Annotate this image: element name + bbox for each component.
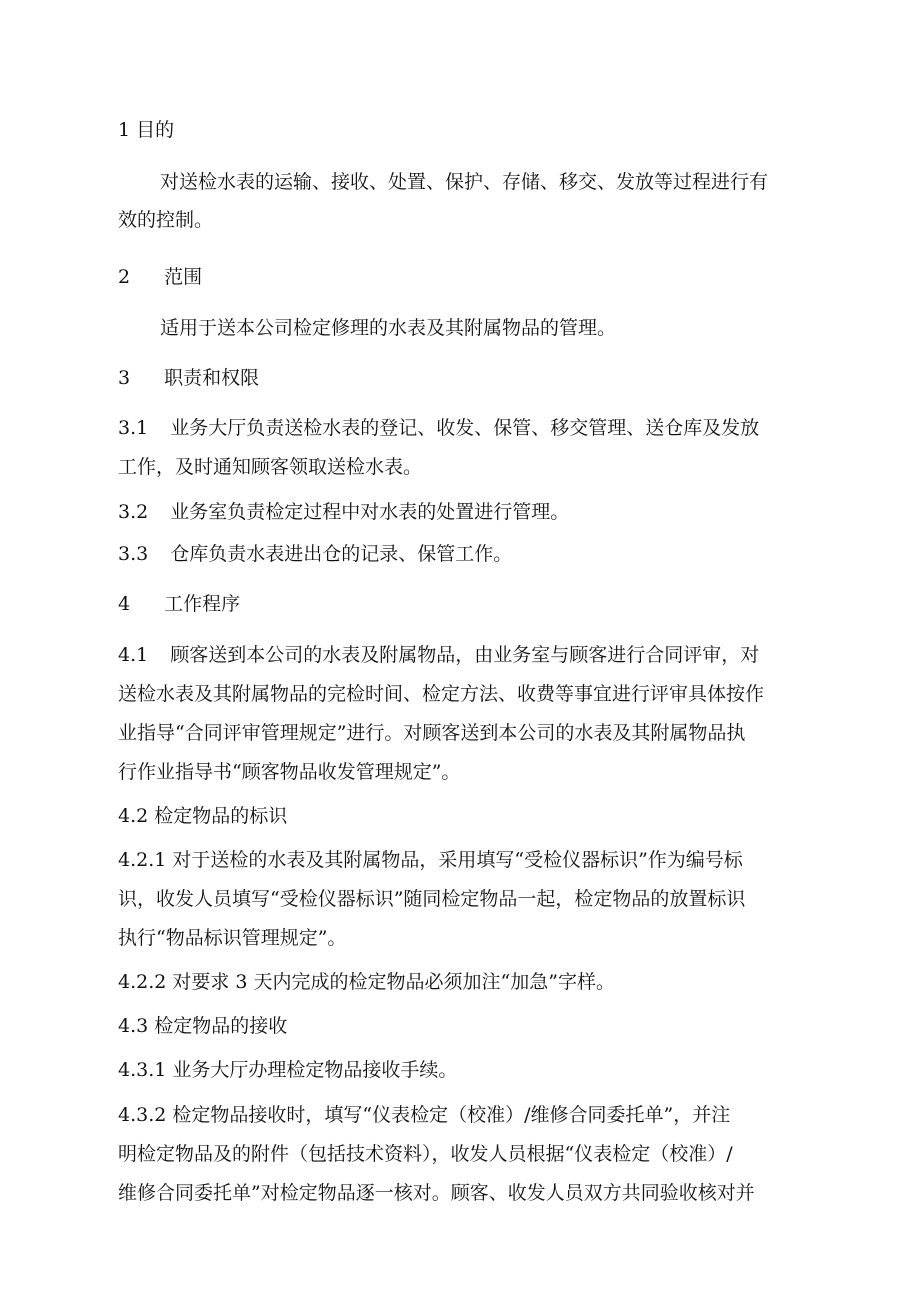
section-3-heading: [118, 366, 259, 390]
item-3-2-line: [118, 500, 569, 524]
item-4-2-1-line: 4.2.1 对于送检的水表及其附属物品，采用填写“受检仪器标识”作为编号标: [118, 849, 743, 871]
item-text: 顾客送到本公司的水表及附属物品，由业务室与顾客进行合同评审，对: [170, 644, 760, 666]
item-4-1-line: 行作业指导书“顾客物品收发管理规定”。: [118, 761, 461, 783]
item-3-3-line: [118, 542, 512, 566]
item-3-1-line: [118, 416, 759, 440]
section-2-heading: [118, 265, 202, 289]
item-text: 业务室负责检定过程中对水表的处置进行管理。: [170, 501, 570, 523]
item-number: 3.1: [118, 417, 149, 439]
item-text: 业务大厅负责送检水表的登记、收发、保管、移交管理、送仓库及发放: [170, 417, 760, 439]
section-title: 工作程序: [164, 593, 241, 615]
item-number: 3.3: [118, 543, 149, 565]
item-4-2-1-line: 执行“物品标识管理规定”。: [118, 927, 347, 949]
item-text: 仓库负责水表进出仓的记录、保管工作。: [170, 543, 513, 565]
subsection-4-3-heading: 4.3 检定物品的接收: [118, 1015, 288, 1037]
item-3-1-line: 工作，及时通知顾客领取送检水表。: [118, 456, 423, 478]
item-4-3-2-line: 4.3.2 检定物品接收时，填写“仪表检定（校准）/维修合同委托单”，并注: [118, 1104, 731, 1126]
item-4-3-2-line: 维修合同委托单”对检定物品逐一核对。顾客、收发人员双方共同验收核对并: [118, 1182, 755, 1204]
section-title: 职责和权限: [164, 367, 260, 389]
item-4-1-line: 送检水表及其附属物品的完检时间、检定方法、收费等事宜进行评审具体按作: [118, 683, 765, 705]
section-1-paragraph-line: 效的控制。: [118, 209, 214, 231]
item-number: 3.2: [118, 501, 149, 523]
item-4-3-1-line: 4.3.1 业务大厅办理检定物品接收手续。: [118, 1059, 458, 1081]
section-1-heading: 1 目的: [118, 119, 175, 141]
item-4-2-2-line: 4.2.2 对要求 3 天内完成的检定物品必须加注“加急”字样。: [118, 971, 615, 993]
item-number: 4.1: [118, 644, 149, 666]
section-number: 4: [118, 593, 131, 615]
item-4-1-line: [118, 643, 759, 667]
section-number: 2: [118, 266, 131, 288]
item-4-3-2-line: 明检定物品及的附件（包括技术资料），收发人员根据“仪表检定（校准）/: [118, 1143, 733, 1165]
section-1-paragraph-line: 对送检水表的运输、接收、处置、保护、存储、移交、发放等过程进行有: [160, 171, 769, 193]
section-title: 范围: [164, 266, 203, 288]
subsection-4-2-heading: 4.2 检定物品的标识: [118, 805, 288, 827]
section-number: 3: [118, 367, 131, 389]
item-4-2-1-line: 识，收发人员填写“受检仪器标识”随同检定物品一起，检定物品的放置标识: [118, 888, 746, 910]
item-4-1-line: 业指导“合同评审管理规定”进行。对顾客送到本公司的水表及其附属物品执: [118, 722, 746, 744]
section-4-heading: [118, 592, 240, 616]
section-2-paragraph-line: 适用于送本公司检定修理的水表及其附属物品的管理。: [160, 317, 617, 339]
